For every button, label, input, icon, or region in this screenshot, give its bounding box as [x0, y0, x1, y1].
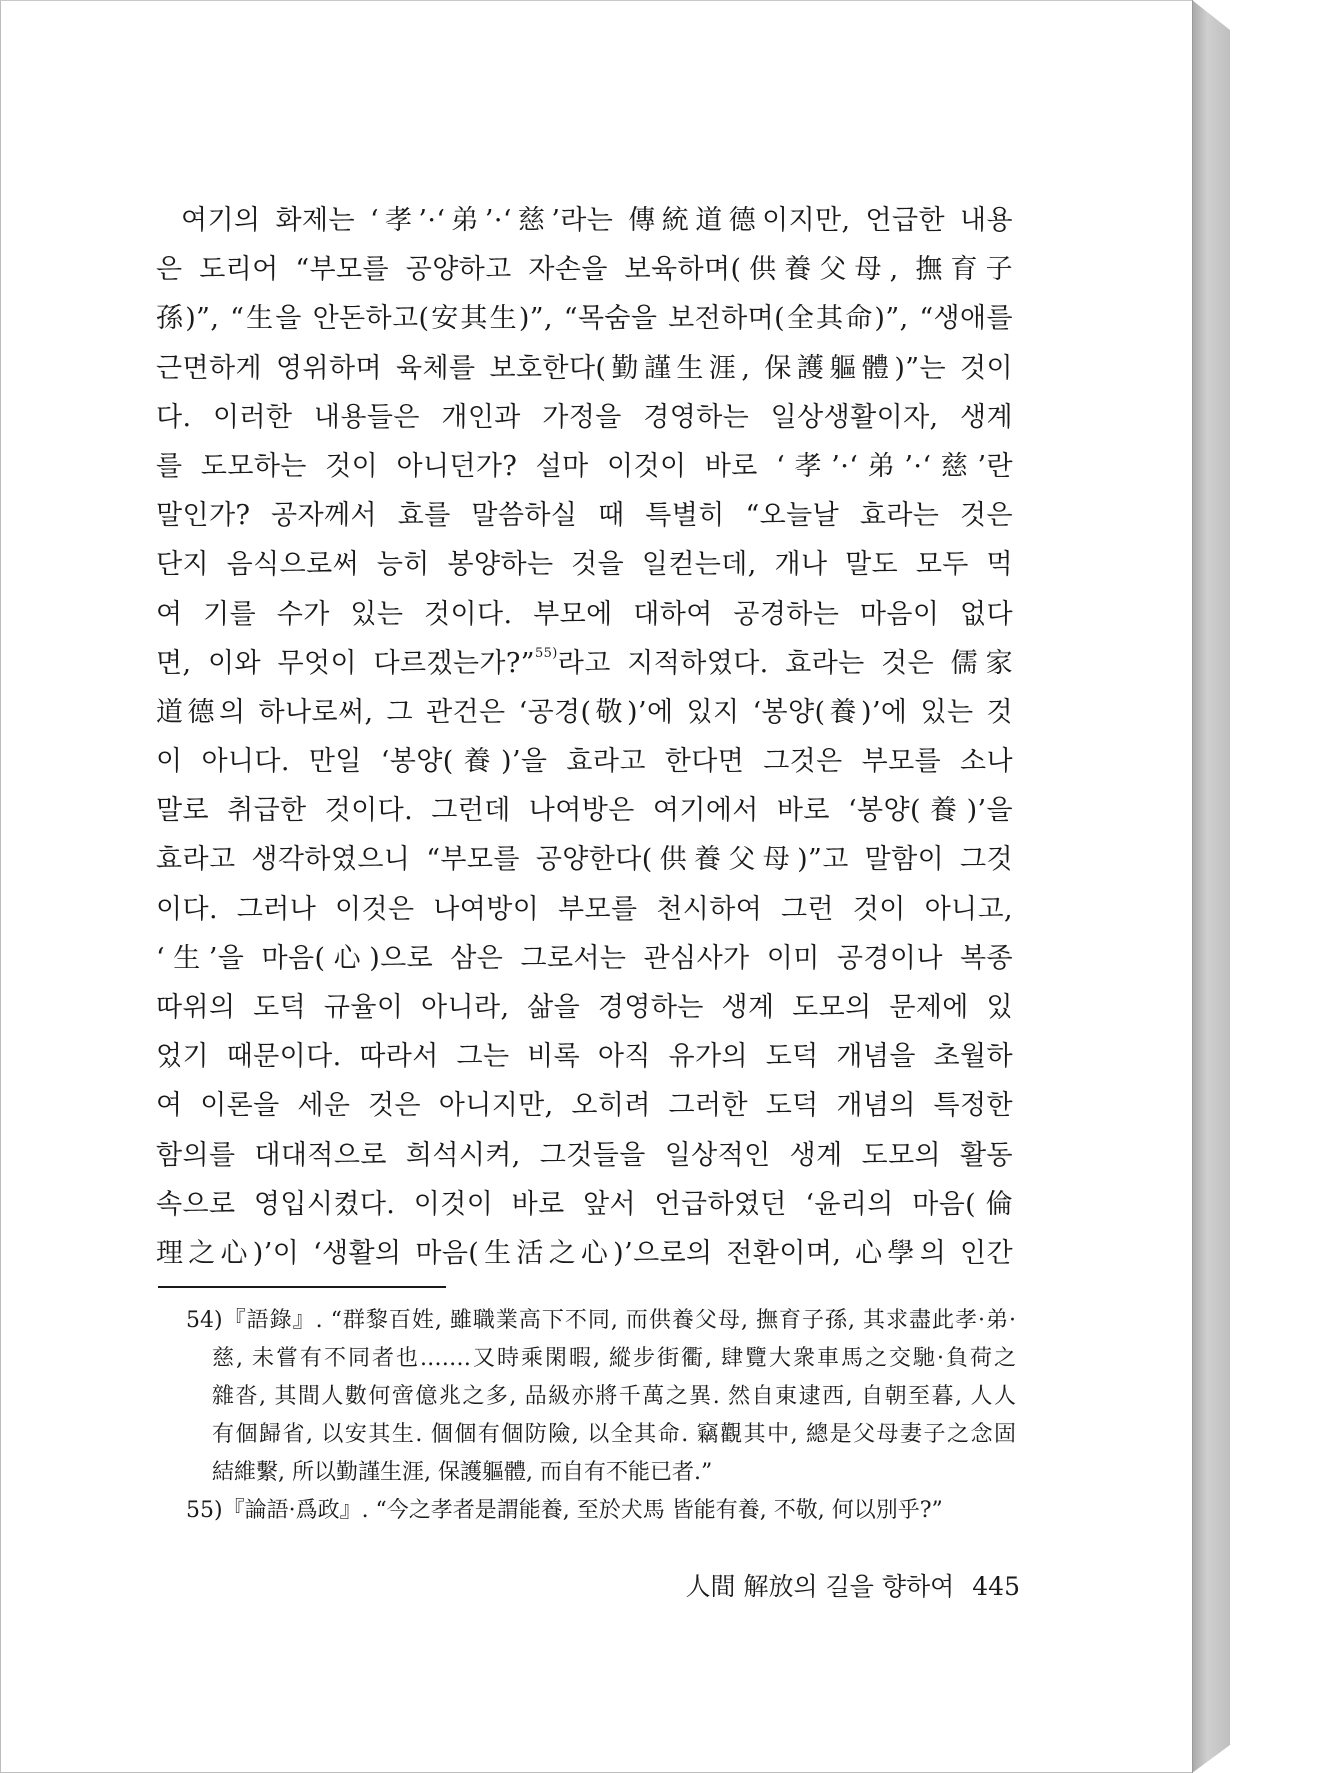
- text-line: 여기의 화제는 ‘孝’·‘弟’·‘慈’라는 傳統道德이지만, 언급한 내용: [181, 205, 1013, 236]
- text-line: 여 이론을 세운 것은 아니지만, 오히려 그러한 도덕 개념의 특정한: [156, 1090, 1013, 1122]
- footnote-54-line: 雜沓, 其間人數何啻億兆之多, 品級亦將千萬之異. 然自東逮西, 自朝至暮, 人人: [212, 1384, 1016, 1409]
- text-line: 근면하게 영위하며 육체를 보호한다(勤謹生涯, 保護軀體)”는 것이: [156, 352, 1013, 384]
- text-line: 효라고 생각하였으니 “부모를 공양한다(供養父母)”고 말함이 그것: [156, 844, 1013, 876]
- text-line: ‘生’을 마음(心)으로 삼은 그로서는 관심사가 이미 공경이나 복종: [156, 942, 1013, 974]
- page-edge-line: [1192, 0, 1193, 1773]
- text-line: 이다. 그러나 이것은 나여방이 부모를 천시하여 그런 것이 아니고,: [156, 893, 1013, 925]
- text-line: 道德의 하나로써, 그 관건은 ‘공경(敬)’에 있지 ‘봉양(養)’에 있는 것: [156, 696, 1013, 728]
- text-fragment: 면, 이와 무엇이 다르겠는가?”: [156, 647, 535, 679]
- main-text: [156, 196, 1013, 1278]
- text-line: 말인가? 공자께서 효를 말씀하실 때 특별히 “오늘날 효라는 것은: [156, 500, 1013, 532]
- footnote-separator: [158, 1286, 446, 1288]
- text-line: 理之心)’이 ‘생활의 마음(生活之心)’으로의 전환이며, 心學의 인간: [156, 1237, 1013, 1269]
- footnote-54-line: 有個歸省, 以安其生. 個個有個防險, 以全其命. 竊觀其中, 總是父母妻子之念固: [212, 1422, 1016, 1447]
- text-line: 따위의 도덕 규율이 아니라, 삶을 경영하는 생계 도모의 문제에 있: [156, 992, 1013, 1023]
- footnote-54-line: 結維繫, 所以勤謹生涯, 保護軀體, 而自有不能已者.”: [212, 1460, 713, 1485]
- running-title: 人間 解放의 길을 향하여: [685, 1572, 955, 1601]
- running-footer: [680, 1567, 1020, 1607]
- text-line: 단지 음식으로써 능히 봉양하는 것을 일컫는데, 개나 말도 모두 먹: [156, 549, 1013, 581]
- footnote-55: 55)『論語·爲政』. “今之孝者是謂能養, 至於犬馬 皆能有養, 不敬, 何以別乎?”: [186, 1498, 943, 1523]
- footnote-54-line: 54)『語錄』. “群黎百姓, 雖職業高下不同, 而供養父母, 撫育子孫, 其求盡此孝·弟·: [186, 1308, 1016, 1333]
- text-line: 은 도리어 “부모를 공양하고 자손을 보육하며(供養父母, 撫育子: [156, 254, 1013, 286]
- text-fragment: 라고 지적하였다. 효라는 것은 儒家: [557, 647, 1014, 679]
- text-line: 를 도모하는 것이 아니던가? 설마 이것이 바로 ‘孝’·‘弟’·‘慈’란: [156, 450, 1013, 482]
- text-line: 말로 취급한 것이다. 그런데 나여방은 여기에서 바로 ‘봉양(養)’을: [156, 795, 1013, 827]
- text-line: 孫)”, “生을 안돈하고(安其生)”, “목숨을 보전하며(全其命)”, “생애를: [156, 303, 1013, 335]
- text-line: 함의를 대대적으로 희석시켜, 그것들을 일상적인 생계 도모의 활동: [156, 1139, 1013, 1171]
- footnote-ref: 55): [534, 645, 558, 661]
- page-stack-edge: [1192, 0, 1230, 1773]
- text-line-with-footnote-ref: [156, 639, 1013, 688]
- page-number: 445: [972, 1572, 1020, 1601]
- text-line: 여 기를 수가 있는 것이다. 부모에 대하여 공경하는 마음이 없다: [156, 598, 1013, 630]
- footnote-54-line: 慈, 未嘗有不同者也.……又時乘閑暇, 縱步街衢, 肆覽大衆車馬之交馳·負荷之: [212, 1346, 1016, 1371]
- text-line: 다. 이러한 내용들은 개인과 가정을 경영하는 일상생활이자, 생계: [156, 401, 1013, 433]
- footnotes: [186, 1302, 1016, 1530]
- text-line: 속으로 영입시켰다. 이것이 바로 앞서 언급하였던 ‘윤리의 마음(倫: [156, 1188, 1013, 1220]
- text-line: 었기 때문이다. 따라서 그는 비록 아직 유가의 도덕 개념을 초월하: [156, 1041, 1013, 1073]
- text-line: 이 아니다. 만일 ‘봉양(養)’을 효라고 한다면 그것은 부모를 소나: [156, 746, 1013, 778]
